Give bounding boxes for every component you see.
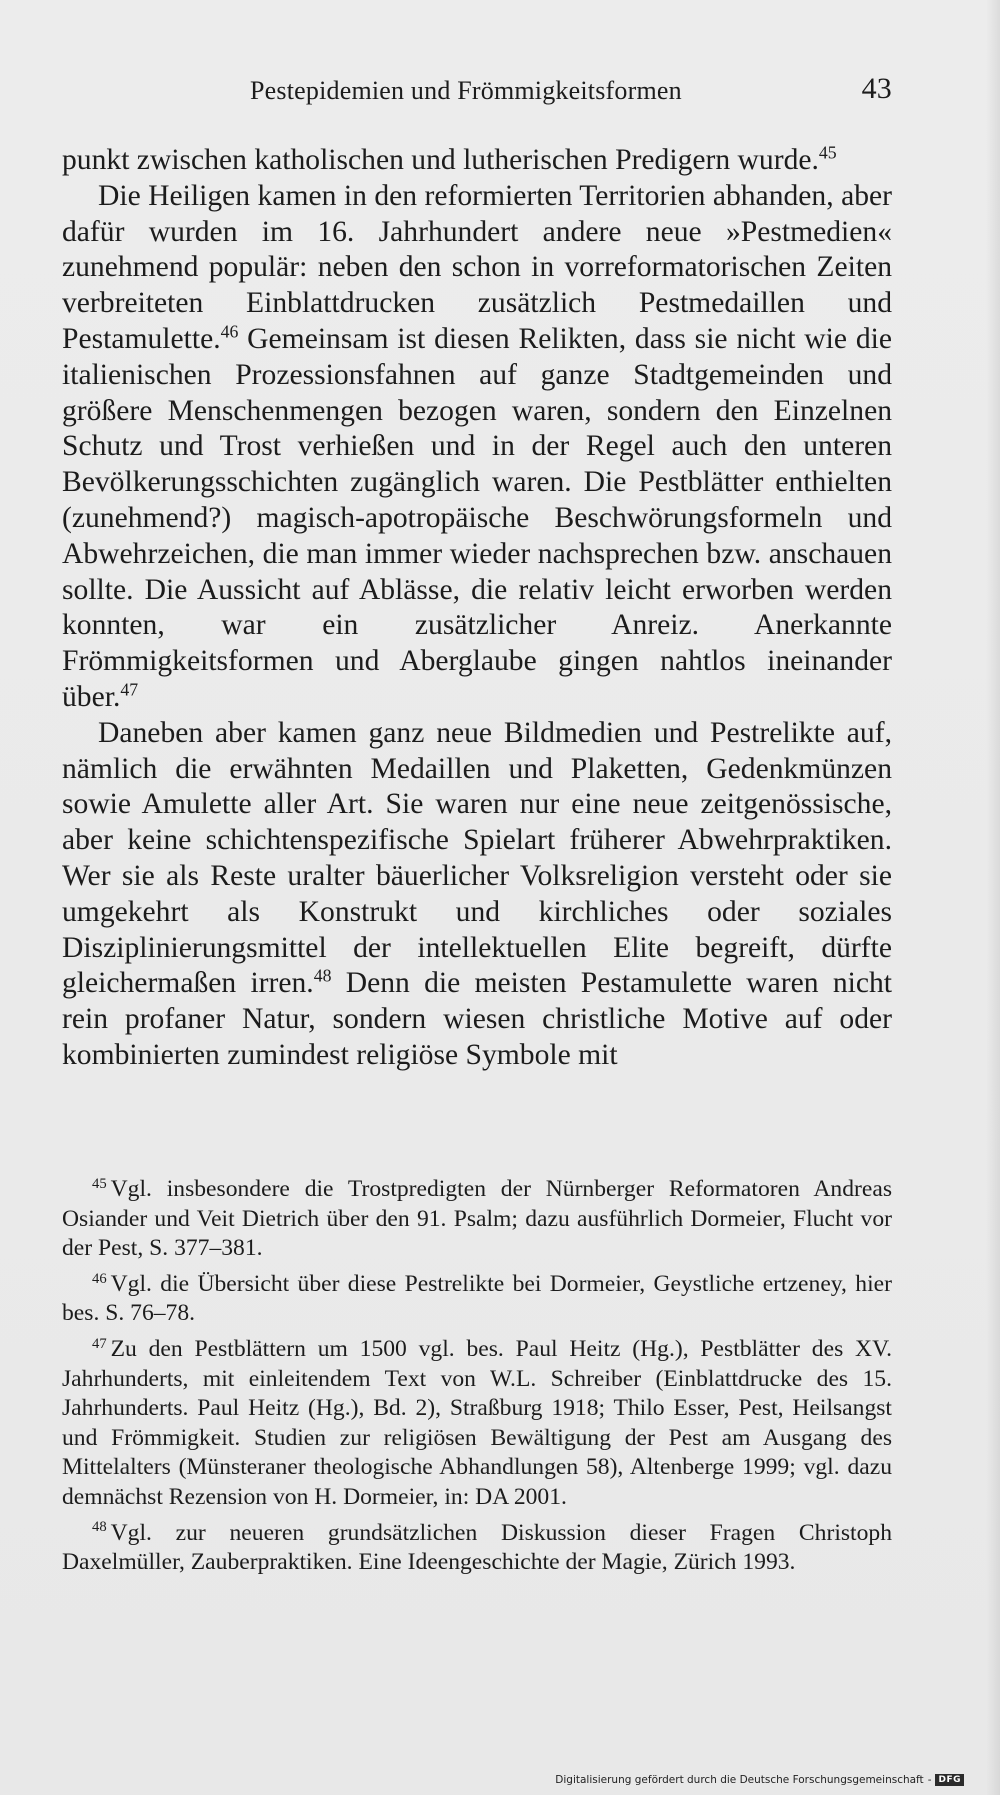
running-title: Pestepidemien und Frömmigkeitsformen — [250, 76, 682, 105]
footnote-text: Zu den Pestblättern um 1500 vgl. bes. Paul Heitz (Hg.), Pestblätter des XV. Jahrhunderts, mit einleitendem Text von W.L. Schreiber (Einblattdrucke des 15. Jahrhunderts. Paul Heitz (Hg.), Bd. 2), Straßburg 1918; Thilo Esser, Pest, Heilsangst und Frömmigkeit. Studien zur religiösen Bewältigung der Pest am Ausgang des Mittelalters (Münsteraner theologische Abhandlungen 58), Altenberge 1999; vgl. dazu demnächst Rezension von H. Dormeier, in: DA 2001. — [62, 1335, 892, 1510]
footnote-ref-46: 46 — [220, 321, 239, 342]
main-text — [62, 143, 892, 1074]
footnote-ref-48: 48 — [313, 965, 332, 986]
dfg-logo-icon: DFG — [935, 1774, 964, 1786]
footnote-number: 47 — [92, 1335, 107, 1352]
credit-separator: - — [927, 1774, 932, 1786]
paragraph-3: Daneben aber kamen ganz neue Bildmedien und Pestrelikte auf, nämlich die erwähnten Medaillen und Plaketten, Gedenkmünzen sowie Amulette aller Art. Sie waren nur eine neue zeitgenössische, aber keine schichtenspezifische Spielart früherer Abwehrpraktiken. Wer sie als Reste uralter bäuerlicher Volksreligion versteht oder sie umgekehrt als Konstrukt und kirchliches oder soziales Disziplinierungsmittel der intellektuellen Elite begreift, dürfte gleichermaßen irren.$^{48}$ Denn die meisten Pestamulette waren nicht rein profaner Natur, sondern wiesen christliche Motive auf oder kombinierten zumindest religiöse Symbole mit — [62, 716, 892, 1071]
footnote-number: 45 — [92, 1175, 107, 1192]
page-edge-shadow — [986, 0, 1000, 1795]
footnote-ref-45: 45 — [818, 142, 837, 163]
footnote-text: Vgl. zur neueren grundsätzlichen Diskussion dieser Fragen Christoph Daxelmüller, Zauberpraktiken. Eine Ideengeschichte der Magie, Zürich 1993. — [62, 1519, 892, 1576]
footnote-46 — [62, 1270, 892, 1329]
credit-text: Digitalisierung gefördert durch die Deutsche Forschungsgemeinschaft — [555, 1774, 924, 1786]
running-header — [250, 72, 895, 112]
paragraph-1: punkt zwischen katholischen und lutherischen Predigern wurde.$^{45}$ — [62, 142, 837, 176]
footnote-text: Vgl. insbesondere die Trostpredigten der Nürnberger Reformatoren Andreas Osiander und Veit Dietrich über den 91. Psalm; dazu ausführlich Dormeier, Flucht vor der Pest, S. 377–381. — [62, 1176, 892, 1262]
footnote-45 — [62, 1175, 892, 1264]
footnote-47 — [62, 1335, 892, 1513]
paragraph-2: Die Heiligen kamen in den reformierten Territorien abhanden, aber dafür wurden im 16. Jahrhundert andere neue »Pestmedien« zunehmend populär: neben den schon in vorreformatorischen Zeiten verbreiteten Einblattdrucken zusätzlich Pestmedaillen und Pestamulette.$^{46}$ Gemeinsam ist diesen Relikten, dass sie nicht wie die italienischen Prozessionsfahnen auf ganze Stadtgemeinden und größere Menschenmengen bezogen waren, sondern den Einzelnen Schutz und Trost verhießen und in der Regel auch den unteren Bevölkerungsschichten zugänglich waren. Die Pestblätter enthielten (zunehmend?) magisch-apotropäische Beschwörungsformeln und Abwehrzeichen, die man immer wieder nachsprechen bzw. anschauen sollte. Die Aussicht auf Ablässe, die relativ leicht erworben werden konnten, war ein zusätzlicher Anreiz. Anerkannte Frömmigkeitsformen und Aberglaube gingen nahtlos ineinander über.$^{47}$ — [62, 179, 892, 713]
page-number: 43 — [861, 72, 892, 105]
digitization-credit — [555, 1774, 964, 1786]
footnote-ref-47: 47 — [120, 679, 139, 700]
footnote-48 — [62, 1519, 892, 1578]
footnote-number: 46 — [92, 1270, 107, 1287]
footnotes — [62, 1175, 892, 1584]
footnote-text: Vgl. die Übersicht über diese Pestrelikte bei Dormeier, Geystliche ertzeney, hier bes. S. 76–78. — [62, 1270, 892, 1327]
footnote-number: 48 — [92, 1519, 107, 1536]
